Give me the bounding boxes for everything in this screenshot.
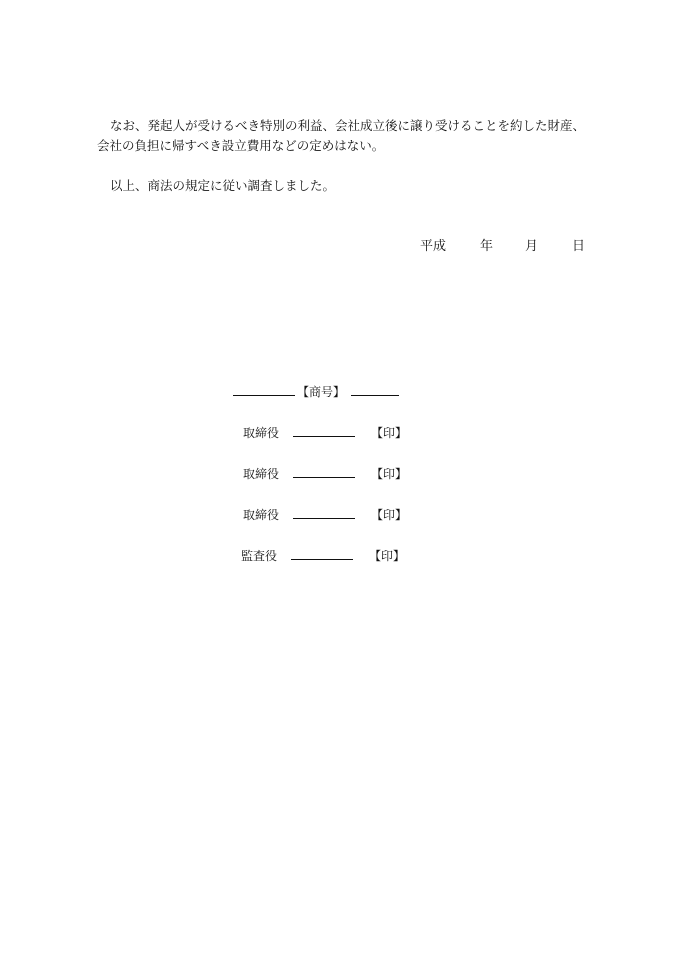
signatory-role: 監査役 xyxy=(241,549,278,563)
date-day: 日 xyxy=(572,239,586,254)
company-blank-before xyxy=(233,383,295,396)
date-line xyxy=(420,238,585,256)
signatory-row xyxy=(243,424,407,442)
notice-line-1: なお、発起人が受けるべき特別の利益、会社成立後に譲り受けることを約した財産、 xyxy=(110,118,586,133)
company-label: 【商号】 xyxy=(297,385,346,399)
signatory-row xyxy=(243,506,407,524)
signatory-role: 取締役 xyxy=(243,508,280,522)
date-month: 月 xyxy=(525,239,539,254)
seal-mark: 【印】 xyxy=(371,508,408,522)
closing-line: 以上、商法の規定に従い調査しました。 xyxy=(110,178,336,193)
signature-blank xyxy=(293,424,355,437)
closing-paragraph xyxy=(97,176,335,196)
notice-line-2: 会社の負担に帰すべき設立費用などの定めはない。 xyxy=(97,138,385,153)
signatory-row xyxy=(241,547,405,565)
seal-mark: 【印】 xyxy=(371,426,408,440)
company-name-line xyxy=(233,383,399,401)
signature-blank xyxy=(293,465,355,478)
company-blank-after xyxy=(351,383,399,396)
seal-mark: 【印】 xyxy=(371,467,408,481)
signatory-role: 取締役 xyxy=(243,426,280,440)
signature-blank xyxy=(293,506,355,519)
signatory-row xyxy=(243,465,407,483)
date-year: 年 xyxy=(480,239,494,254)
seal-mark: 【印】 xyxy=(369,549,406,563)
signatory-role: 取締役 xyxy=(243,467,280,481)
signature-blank xyxy=(291,547,353,560)
date-era: 平成 xyxy=(420,239,447,254)
notice-paragraph xyxy=(97,116,585,156)
